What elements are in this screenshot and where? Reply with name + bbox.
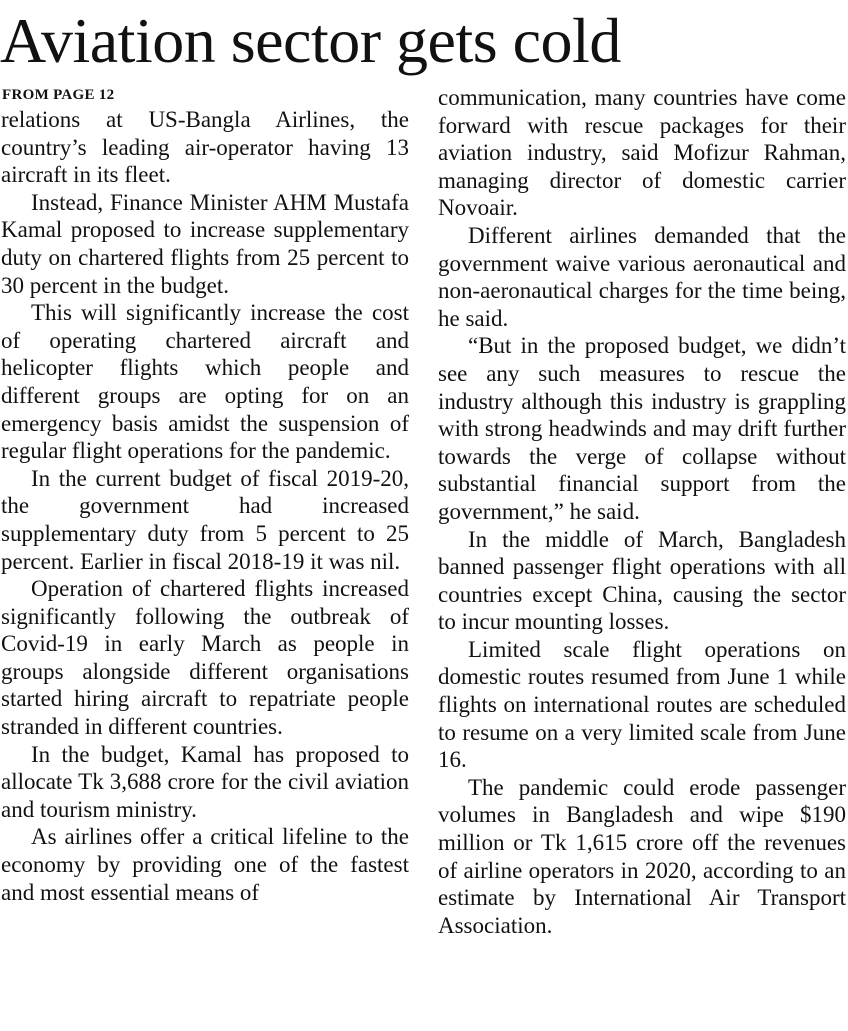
paragraph: “But in the proposed budget, we didn’t see any such measures to rescue the industry although this industry is grappling with strong headwinds and may drift further towards the verge of collapse without substantial financial support from the government,” he said. [438,333,846,524]
right-column [438,84,846,939]
paragraph: Operation of chartered flights increased significantly following the outbreak of Covid-19 in early March as people in groups alongside different organisations started hiring aircraft to repatriate people stranded in different countries. [1,576,409,740]
paragraph: Instead, Finance Minister AHM Mustafa Kamal proposed to increase supplementary duty on chartered flights from 25 percent to 30 percent in the budget. [1,189,409,298]
headline: Aviation sector gets cold [0,5,621,76]
paragraph: relations at US-Bangla Airlines, the country’s leading air-operator having 13 aircraft in its fleet. [1,107,409,188]
paragraph: As airlines offer a critical lifeline to the economy by providing one of the fastest and most essential means of [1,824,409,905]
paragraph: communication, many countries have come forward with rescue packages for their aviation industry, said Mofizur Rahman, managing director of domestic carrier Novoair. [438,85,846,221]
paragraph: In the budget, Kamal has proposed to allocate Tk 3,688 crore for the civil aviation and tourism ministry. [1,741,409,822]
paragraph: Limited scale flight operations on domestic routes resumed from June 1 while flights on international routes are scheduled to resume on a very limited scale from June 16. [438,636,846,773]
left-column [1,106,409,906]
paragraph: The pandemic could erode passenger volumes in Bangladesh and wipe $190 million or Tk 1,615 crore off the revenues of airline operators in 2020, according to an estimate by International Air Transport Association. [438,774,846,938]
paragraph: In the current budget of fiscal 2019-20, the government had increased supplementary duty from 5 percent to 25 percent. Earlier in fiscal 2018-19 it was nil. [1,465,409,574]
paragraph: In the middle of March, Bangladesh banned passenger flight operations with all countries except China, causing the sector to incur mounting losses. [438,526,846,635]
continued-from-label: FROM PAGE 12 [2,87,115,103]
paragraph: This will significantly increase the cost of operating chartered aircraft and helicopter flights which people and different groups are opting for on an emergency basis amidst the suspension of regular flight operations for the pandemic. [1,300,409,464]
paragraph: Different airlines demanded that the government waive various aeronautical and non-aeronautical charges for the time being, he said. [438,222,846,331]
